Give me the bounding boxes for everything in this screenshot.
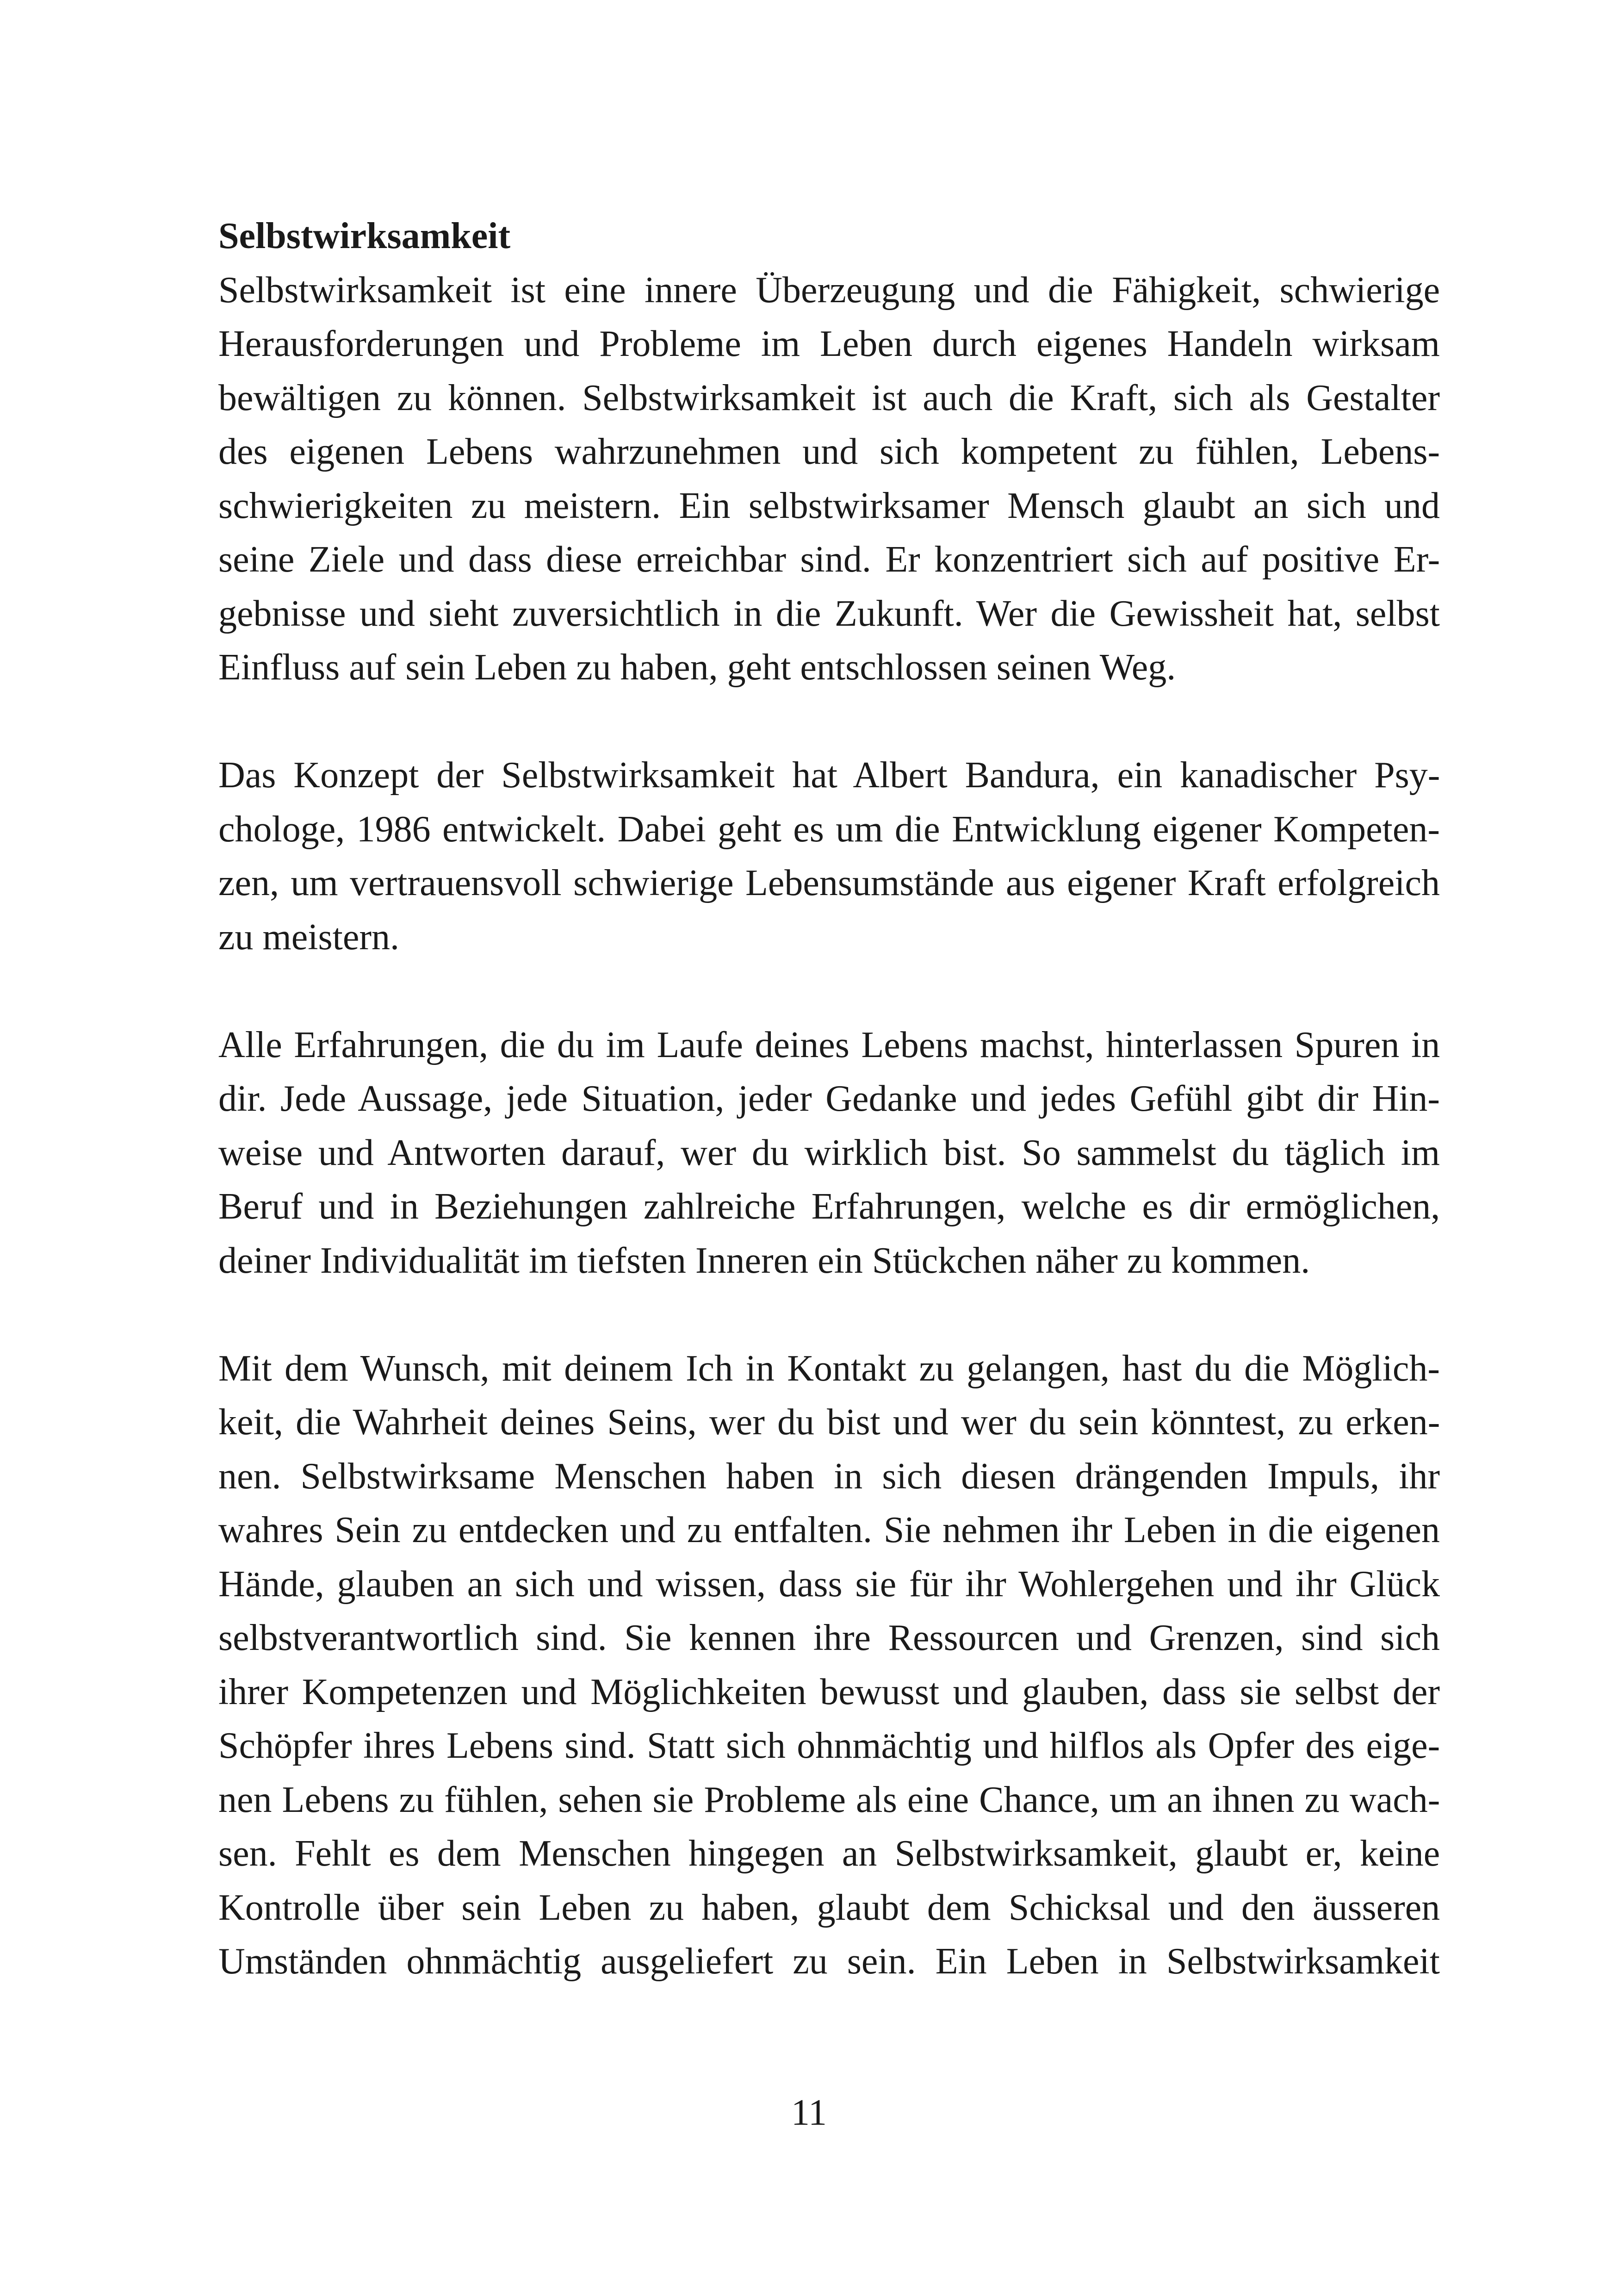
text-line: sen. Fehlt es dem Menschen hingegen an Selbstwirksamkeit, glaubt er, keine [218,1833,1440,1874]
text-line: zen, um vertrauensvoll schwierige Lebensumstände aus eigener Kraft erfolgreich [218,863,1440,903]
text-line: dir. Jede Aussage, jede Situation, jeder Gedanke und jedes Gefühl gibt dir Hin- [218,1078,1440,1119]
text-line: Kontrolle über sein Leben zu haben, glaubt dem Schicksal und den äusseren [218,1887,1440,1928]
paragraph-4 [218,1342,1440,1989]
text-line: nen Lebens zu fühlen, sehen sie Probleme als eine Chance, um an ihnen zu wach- [218,1779,1440,1820]
text-line: Alle Erfahrungen, die du im Laufe deines Lebens machst, hinterlassen Spuren in [218,1024,1440,1065]
text-line: gebnisse und sieht zuversichtlich in die Zukunft. Wer die Gewissheit hat, selbst [218,593,1440,634]
text-line: seine Ziele und dass diese erreichbar sind. Er konzentriert sich auf positive Er- [218,539,1440,580]
text-line: weise und Antworten darauf, wer du wirklich bist. So sammelst du täglich im [218,1132,1440,1173]
text-line: keit, die Wahrheit deines Seins, wer du bist und wer du sein könntest, zu erken- [218,1402,1440,1443]
text-line: deiner Individualität im tiefsten Inneren ein Stückchen näher zu kommen. [218,1240,1310,1281]
text-line: Das Konzept der Selbstwirksamkeit hat Albert Bandura, ein kanadischer Psy- [218,755,1440,796]
text-line: Hände, glauben an sich und wissen, dass sie für ihr Wohlergehen und ihr Glück [218,1563,1440,1605]
paragraph-2 [218,748,1440,964]
text-line: Umständen ohnmächtig ausgeliefert zu sein. Ein Leben in Selbstwirksamkeit [218,1941,1440,1982]
text-line: Schöpfer ihres Lebens sind. Statt sich ohnmächtig und hilflos als Opfer des eige- [218,1725,1440,1766]
text-line: schwierigkeiten zu meistern. Ein selbstwirksamer Mensch glaubt an sich und [218,485,1440,526]
text-line: Herausforderungen und Probleme im Leben durch eigenes Handeln wirksam [218,324,1440,364]
text-line: Beruf und in Beziehungen zahlreiche Erfahrungen, welche es dir ermöglichen, [218,1186,1440,1227]
text-line: selbstverantwortlich sind. Sie kennen ihre Ressourcen und Grenzen, sind sich [218,1618,1440,1658]
text-line: Selbstwirksamkeit ist eine innere Überzeugung und die Fähigkeit, schwierige [218,269,1440,311]
text-line: wahres Sein zu entdecken und zu entfalten. Sie nehmen ihr Leben in die eigenen [218,1510,1440,1550]
paragraph-3 [218,1018,1440,1288]
text-line: zu meistern. [218,916,399,958]
text-line: Einfluss auf sein Leben zu haben, geht entschlossen seinen Weg. [218,647,1176,688]
paragraph-1 [218,263,1440,695]
text-line: bewältigen zu können. Selbstwirksamkeit ist auch die Kraft, sich als Gestalter [218,377,1440,418]
section-heading: Selbstwirksamkeit [218,216,511,256]
text-line: des eigenen Lebens wahrzunehmen und sich kompetent zu fühlen, Lebens- [218,431,1440,472]
text-line: ihrer Kompetenzen und Möglichkeiten bewusst und glauben, dass sie selbst der [218,1671,1440,1712]
text-line: nen. Selbstwirksame Menschen haben in sich diesen drängenden Impuls, ihr [218,1456,1440,1497]
page-number: 11 [791,2092,827,2133]
text-line: Mit dem Wunsch, mit deinem Ich in Kontakt zu gelangen, hast du die Möglich- [218,1348,1440,1389]
text-line: chologe, 1986 entwickelt. Dabei geht es um die Entwicklung eigener Kompeten- [218,809,1440,850]
body-text [218,209,1440,1989]
